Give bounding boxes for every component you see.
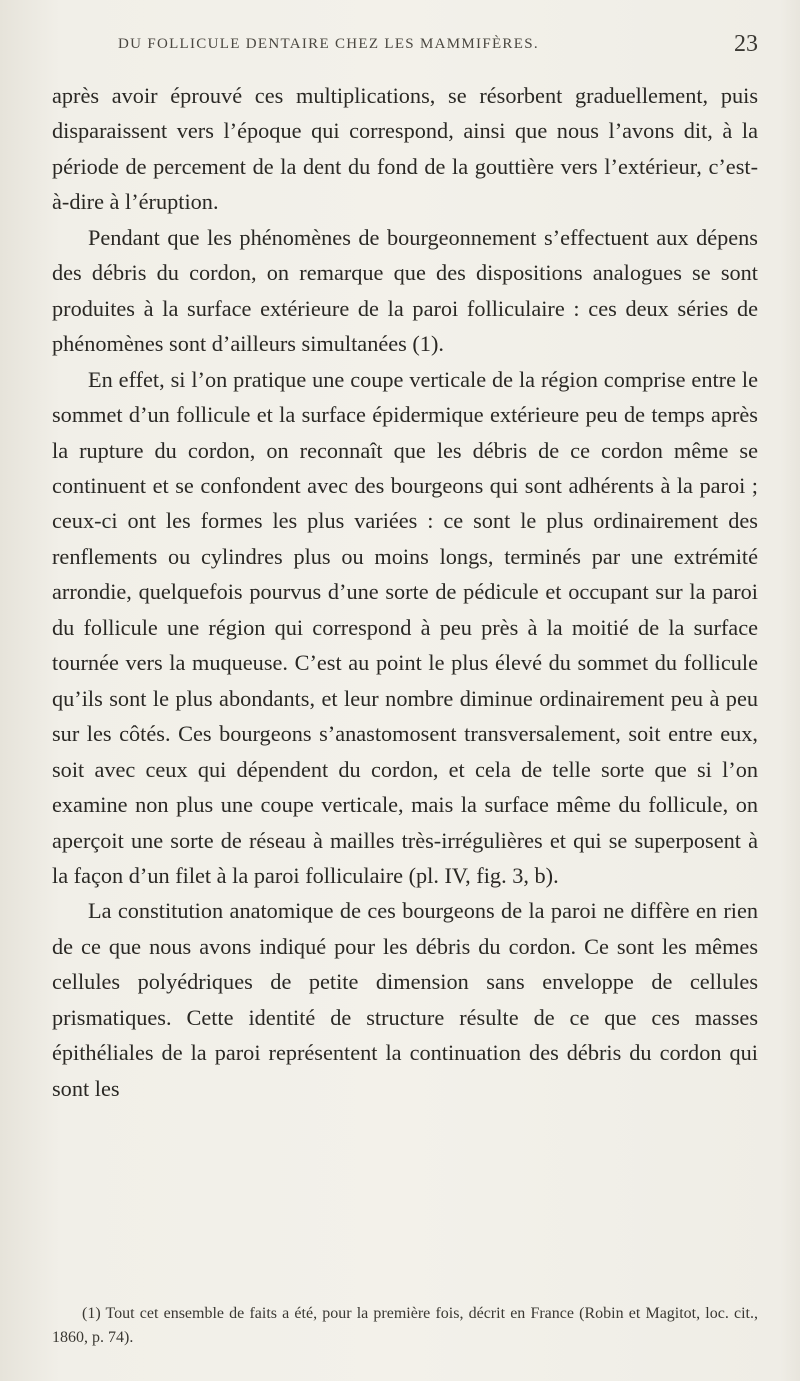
- paragraph-continuation: après avoir éprouvé ces multiplications, se résorbent graduellement, puis disparaissent vers l’époque qui correspond, ainsi que nous l’avons dit, à la période de percement de la dent du fond de la gouttière vers l’extérieur, c’est-à-dire à l’éruption.: [52, 83, 758, 215]
- running-head: DU FOLLICULE DENTAIRE CHEZ LES MAMMIFÈRES.: [118, 36, 539, 52]
- page-header: [118, 31, 758, 66]
- footnote: (1) Tout cet ensemble de faits a été, pour la première fois, décrit en France (Robin et Magitot, loc. cit., 1860, p. 74).: [52, 1305, 758, 1346]
- paragraph-coupe-verticale: En effet, si l’on pratique une coupe verticale de la région comprise entre le sommet d’un follicule et la surface épidermique extérieure peu de temps après la rupture du cordon, on reconnaît que les débris de ce cordon même se continuent et se confondent avec des bourgeons qui sont adhérents à la paroi ; ceux-ci ont les formes les plus variées : ce sont le plus ordinairement des renflements ou cylindres plus ou moins longs, terminés par une extrémité arrondie, quelquefois pourvus d’une sorte de pédicule et occupant sur la paroi du follicule une région qui correspond à peu près à la moitié de la surface tournée vers la muqueuse. C’est au point le plus élevé du sommet du follicule qu’ils sont le plus abondants, et leur nombre diminue ordinairement peu à peu sur les côtés. Ces bourgeons s’anastomosent transversalement, soit entre eux, soit avec ceux qui dépendent du cordon, et cela de telle sorte que si l’on examine non plus une coupe verticale, mais la surface même du follicule, on aperçoit une sorte de réseau à mailles très-irrégulières et qui se superposent à la façon d’un filet à la paroi folliculaire (pl. IV, fig. 3, b).: [52, 366, 758, 888]
- body-text: [52, 78, 758, 1106]
- paragraph-constitution-anatomique: La constitution anatomique de ces bourgeons de la paroi ne diffère en rien de ce que nous avons indiqué pour les débris du cordon. Ce sont les mêmes cellules polyédriques de petite dimension sans enveloppe de cellules prismatiques. Cette identité de structure résulte de ce que ces masses épithéliales de la paroi représentent la continuation des débris du cordon qui sont les: [52, 898, 758, 1101]
- page-number: 23: [734, 31, 758, 57]
- paragraph-bourgeonnement: Pendant que les phénomènes de bourgeonnement s’effectuent aux dépens des débris du cordon, on remarque que des dispositions analogues se sont produites à la surface extérieure de la paroi folliculaire : ces deux séries de phénomènes sont d’ailleurs simultanées (1).: [52, 224, 758, 357]
